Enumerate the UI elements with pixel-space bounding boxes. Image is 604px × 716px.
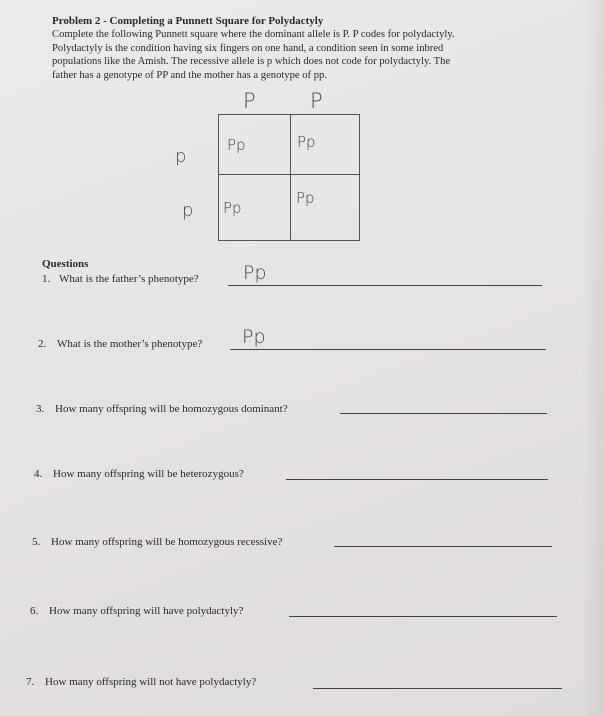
question-text: How many offspring will not have polydactyly? — [45, 676, 257, 688]
question-3 — [36, 403, 288, 415]
questions-heading: Questions — [42, 258, 89, 270]
punnett-cell-3: Pp — [223, 199, 242, 217]
punnett-cell-4: Pp — [296, 189, 315, 207]
question-number: 4. — [34, 468, 43, 480]
question-text: How many offspring will be homozygous dominant? — [55, 403, 288, 415]
question-number: 2. — [38, 338, 47, 350]
problem-text-line-2: Polydactyly is the condition having six fingers on one hand, a condition seen in some inbred — [52, 42, 444, 54]
answer-line-2[interactable] — [230, 349, 546, 350]
question-text: What is the father’s phenotype? — [59, 273, 199, 285]
answer-line-4[interactable] — [286, 479, 548, 480]
problem-header — [52, 15, 542, 82]
question-text: How many offspring will be homozygous recessive? — [51, 536, 283, 548]
question-number: 5. — [32, 536, 41, 548]
left-allele-2: p — [182, 200, 194, 221]
question-text: How many offspring will be heterozygous? — [53, 468, 244, 480]
question-text: What is the mother’s phenotype? — [57, 338, 203, 350]
answer-2: Pp — [242, 326, 266, 348]
question-2 — [38, 338, 202, 350]
answer-line-1[interactable] — [228, 285, 542, 286]
question-7 — [26, 676, 256, 688]
grid-divider-horizontal — [219, 174, 359, 175]
question-number: 6. — [30, 605, 39, 617]
answer-line-6[interactable] — [289, 616, 557, 617]
question-4 — [34, 468, 244, 480]
left-allele-1: p — [175, 146, 187, 167]
question-number: 3. — [36, 403, 45, 415]
top-allele-2: P — [310, 89, 323, 113]
answer-line-7[interactable] — [313, 688, 562, 689]
question-text: How many offspring will have polydactyly? — [49, 605, 244, 617]
question-6 — [30, 605, 243, 617]
question-number: 7. — [26, 676, 35, 688]
question-number: 1. — [42, 273, 51, 285]
answer-line-5[interactable] — [334, 546, 552, 547]
grid-divider-vertical — [290, 115, 291, 240]
question-5 — [32, 536, 282, 548]
answer-1: Pp — [243, 262, 267, 284]
answer-line-3[interactable] — [340, 413, 547, 414]
punnett-square — [218, 114, 360, 241]
problem-title: Problem 2 - Completing a Punnett Square for Polydactyly — [52, 15, 324, 27]
problem-text-line-3: populations like the Amish. The recessive allele is p which does not code for polydactyly. The — [52, 56, 451, 68]
punnett-cell-1: Pp — [227, 136, 246, 154]
top-allele-1: P — [243, 89, 256, 113]
problem-text-line-1: Complete the following Punnett square where the dominant allele is P. P codes for polydactyly. — [52, 29, 455, 41]
question-1 — [42, 273, 199, 285]
punnett-cell-2: Pp — [297, 133, 316, 151]
problem-text-line-4: father has a genotype of PP and the mother has a genotype of pp. — [52, 69, 327, 81]
page-shadow — [582, 0, 604, 716]
